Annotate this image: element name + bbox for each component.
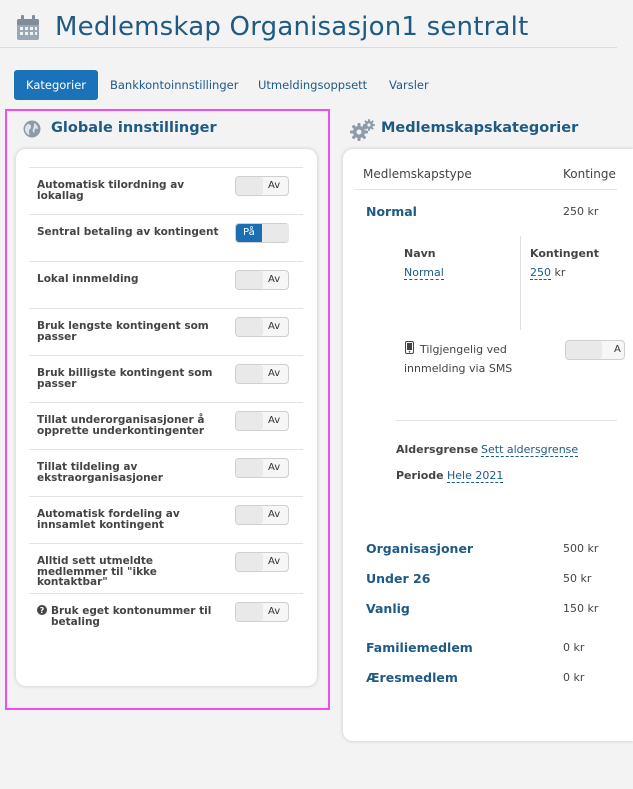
- tab-varsler[interactable]: Varsler: [389, 78, 429, 92]
- setting-label: Bruk eget kontonummer til betaling: [51, 605, 212, 628]
- toggle-text: Av: [268, 509, 281, 520]
- period-label: Periode: [396, 469, 444, 482]
- setting-row: [29, 261, 303, 308]
- toggle-text: Av: [268, 556, 281, 567]
- category-price: 150 kr: [563, 602, 599, 615]
- setting-row: [29, 543, 303, 593]
- categories-title: Medlemskapskategorier: [381, 120, 579, 136]
- tab-bankkontoinnstillinger[interactable]: Bankkontoinnstillinger: [110, 78, 239, 92]
- toggle-text: Av: [268, 462, 281, 473]
- setting-row: [29, 593, 303, 640]
- setting-row: [29, 214, 303, 261]
- category-name[interactable]: Normal: [366, 204, 417, 219]
- setting-toggle[interactable]: [235, 176, 289, 196]
- sms-line2: innmelding via SMS: [404, 362, 513, 375]
- setting-toggle[interactable]: [235, 411, 289, 431]
- setting-label: Bruk billigste kontingent som passer: [37, 367, 213, 390]
- setting-toggle[interactable]: [235, 364, 289, 384]
- setting-label: Automatisk tilordning av lokallag: [37, 179, 185, 202]
- toggle-text: Av: [268, 321, 281, 332]
- mobile-phone-icon: [405, 341, 414, 354]
- category-name[interactable]: Æresmedlem: [366, 670, 458, 685]
- toggle-text: På: [243, 227, 255, 238]
- tab-utmeldingsoppsett[interactable]: Utmeldingsoppsett: [258, 78, 368, 92]
- column-header-type: Medlemskapstype: [363, 167, 472, 181]
- setting-toggle[interactable]: [235, 552, 289, 572]
- setting-label: Tillat underorganisasjoner å opprette underkontingenter: [37, 414, 205, 437]
- toggle-text: Av: [268, 180, 281, 191]
- age-link[interactable]: Sett aldersgrense: [481, 443, 579, 456]
- setting-toggle[interactable]: [235, 505, 289, 525]
- category-price: 250 kr: [563, 205, 599, 218]
- detail-fee-label: Kontingent: [530, 247, 600, 260]
- toggle-text: Av: [268, 415, 281, 426]
- toggle-text: Av: [268, 274, 281, 285]
- setting-toggle[interactable]: [235, 270, 289, 290]
- detail-separator: [396, 420, 617, 421]
- detail-fee-unit: kr: [554, 266, 566, 279]
- page-header: [0, 0, 617, 48]
- detail-divider: [520, 236, 521, 330]
- tab-kategorier[interactable]: Kategorier: [14, 70, 98, 100]
- setting-row: [29, 402, 303, 449]
- calendar-icon: [16, 15, 40, 41]
- setting-label: Alltid sett utmeldte medlemmer til "ikke kontaktbar": [37, 555, 157, 588]
- category-price: 50 kr: [563, 572, 592, 585]
- setting-label: Tillat tildeling av ekstraorganisasjoner: [37, 461, 163, 484]
- setting-row: [29, 496, 303, 543]
- category-name[interactable]: Vanlig: [366, 601, 410, 616]
- detail-name-label: Navn: [404, 247, 436, 260]
- detail-fee-link[interactable]: 250: [530, 266, 551, 279]
- category-name[interactable]: Familiemedlem: [366, 640, 473, 655]
- sms-line1: Tilgjengelig ved: [420, 343, 507, 356]
- category-name[interactable]: Under 26: [366, 571, 431, 586]
- setting-label: Bruk lengste kontingent som passer: [37, 320, 209, 343]
- globe-icon: [23, 120, 41, 138]
- setting-label: Lokal innmelding: [37, 273, 139, 285]
- setting-row: [29, 355, 303, 402]
- category-price: 0 kr: [563, 641, 585, 654]
- setting-label: Sentral betaling av kontingent: [37, 226, 219, 238]
- toggle-text: Av: [268, 606, 281, 617]
- page-title: Medlemskap Organisasjon1 sentralt: [55, 12, 529, 42]
- setting-row: [29, 449, 303, 496]
- category-price: 0 kr: [563, 671, 585, 684]
- category-price: 500 kr: [563, 542, 599, 555]
- toggle-text: Av: [268, 368, 281, 379]
- setting-toggle[interactable]: [235, 223, 289, 243]
- setting-toggle[interactable]: [235, 458, 289, 478]
- setting-label: Automatisk fordeling av innsamlet kontingent: [37, 508, 180, 531]
- setting-row: [29, 308, 303, 355]
- toggle-text: A: [614, 344, 621, 355]
- header-divider: [355, 189, 617, 190]
- gears-icon: [350, 118, 376, 142]
- category-name[interactable]: Organisasjoner: [366, 541, 474, 556]
- setting-row: [29, 167, 303, 214]
- age-label: Aldersgrense: [396, 443, 479, 456]
- detail-name-link[interactable]: Normal: [404, 266, 444, 279]
- column-header-fee: Kontinge: [563, 167, 616, 181]
- svg-text:?: ?: [39, 606, 45, 616]
- sms-toggle[interactable]: [565, 340, 625, 360]
- global-settings-title: Globale innstillinger: [51, 120, 217, 136]
- setting-toggle[interactable]: [235, 602, 289, 622]
- help-icon[interactable]: [37, 605, 47, 615]
- period-link[interactable]: Hele 2021: [447, 469, 504, 482]
- setting-toggle[interactable]: [235, 317, 289, 337]
